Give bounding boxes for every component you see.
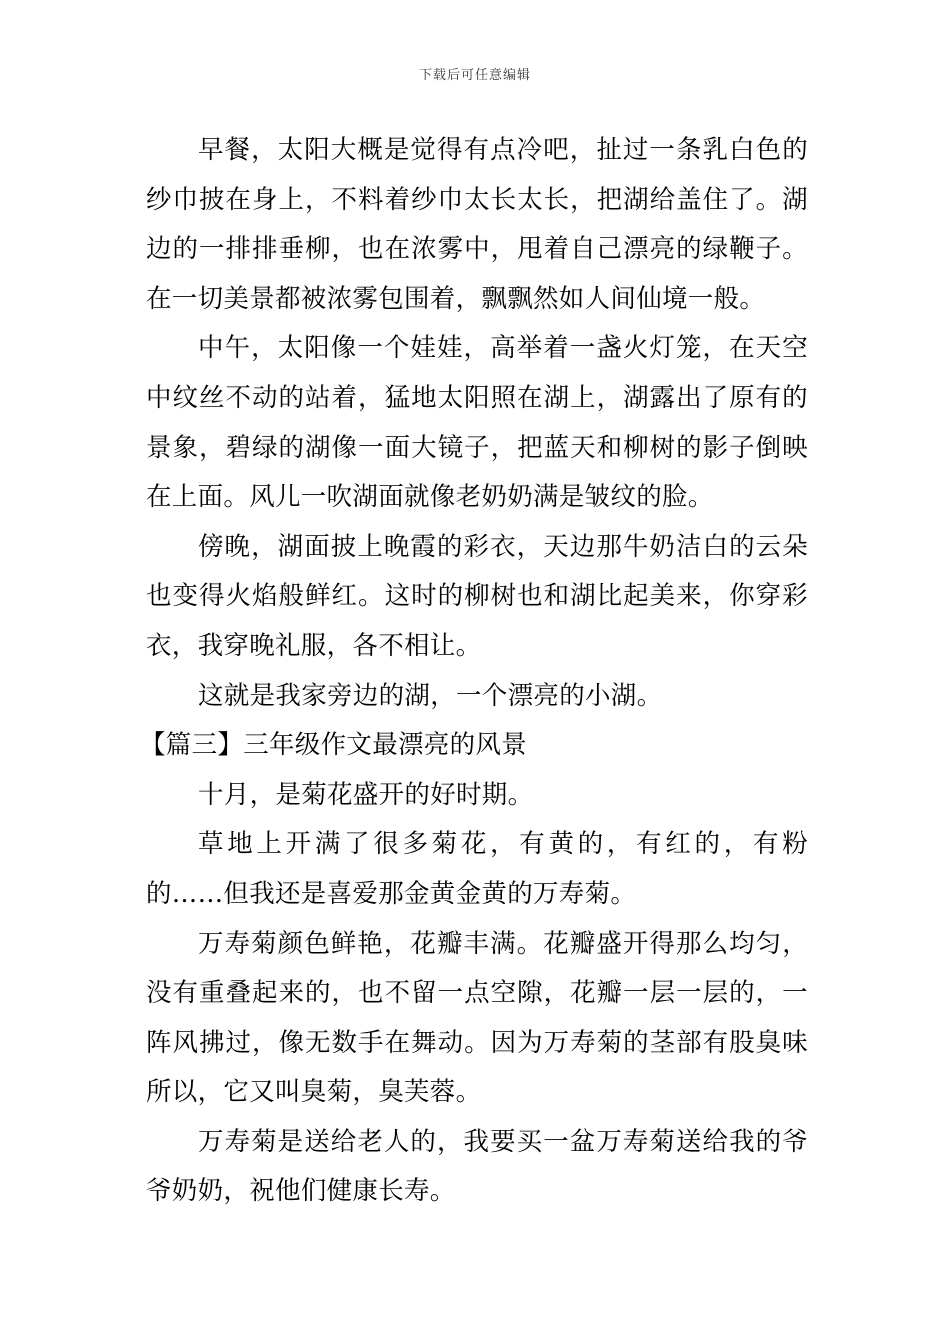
page-header: 下载后可任意编辑 — [418, 68, 531, 83]
paragraph-meadow: 草地上开满了很多菊花，有黄的，有红的，有粉的……但我还是喜爱那金黄金黄的万寿菊。 — [146, 829, 808, 909]
document-body — [140, 126, 808, 1217]
paragraph-marigold-gift: 万寿菊是送给老人的，我要买一盆万寿菊送给我的爷爷奶奶，祝他们健康长寿。 — [146, 1126, 808, 1207]
paragraph-conclusion: 这就是我家旁边的湖，一个漂亮的小湖。 — [198, 680, 663, 711]
paragraph-evening: 傍晚，湖面披上晚霞的彩衣，天边那牛奶洁白的云朵也变得火焰般鲜红。这时的柳树也和湖比起美来，你穿彩衣，我穿晚礼服，各不相让。 — [146, 531, 808, 661]
paragraph-marigold-description: 万寿菊颜色鲜艳，花瓣丰满。花瓣盛开得那么均匀，没有重叠起来的，也不留一点空隙，花瓣一层一层的，一阵风拂过，像无数手在舞动。因为万寿菊的茎部有股臭味所以，它又叫臭菊，臭芙蓉。 — [146, 928, 808, 1108]
paragraph-breakfast: 早餐，太阳大概是觉得有点冷吧，扯过一条乳白色的纱巾披在身上，不料着纱巾太长太长，把湖给盖住了。湖边的一排排垂柳，也在浓雾中，甩着自己漂亮的绿鞭子。在一切美景都被浓雾包围着，飘飘然如人间仙境一般。 — [146, 135, 808, 314]
paragraph-october: 十月，是菊花盛开的好时期。 — [198, 779, 534, 810]
section-heading: 【篇三】三年级作文最漂亮的风景 — [140, 730, 528, 761]
paragraph-noon: 中午，太阳像一个娃娃，高举着一盏火灯笼，在天空中纹丝不动的站着，猛地太阳照在湖上，湖露出了原有的景象，碧绿的湖像一面大镜子，把蓝天和柳树的影子倒映在上面。风儿一吹湖面就像老奶奶满是皱纹的脸。 — [146, 333, 808, 513]
